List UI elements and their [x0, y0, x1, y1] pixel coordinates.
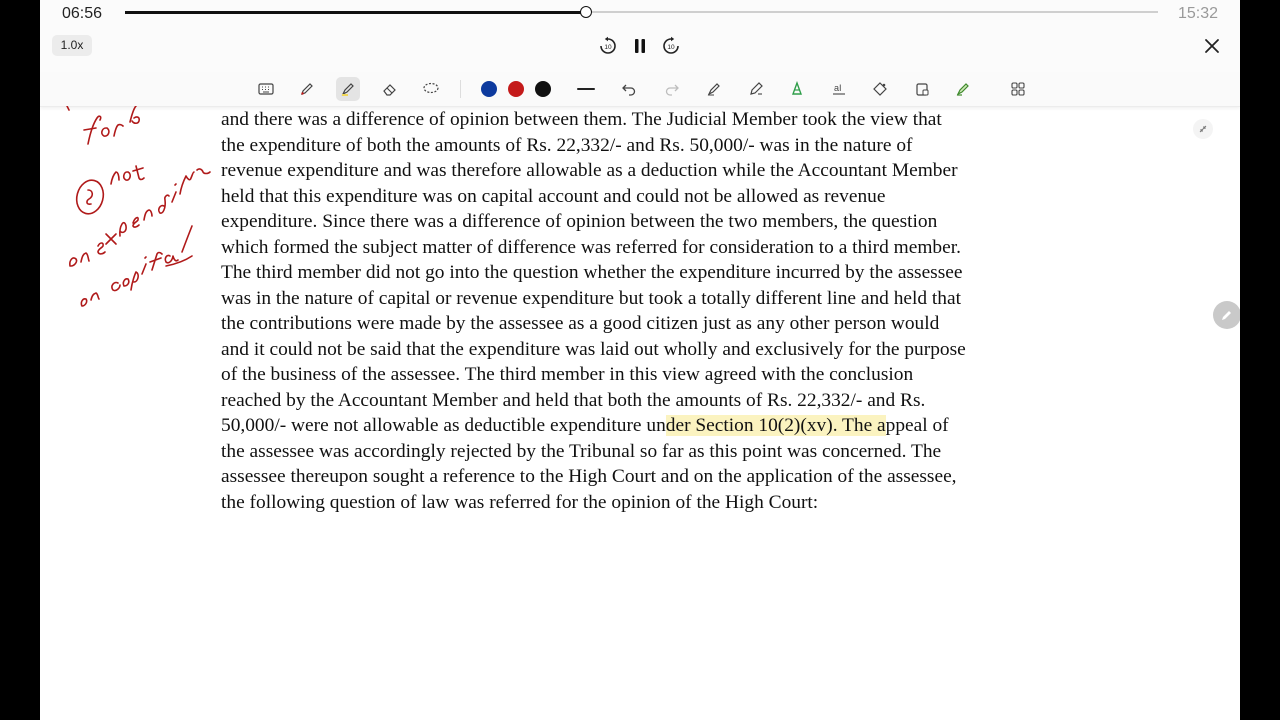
collapse-icon[interactable] — [1192, 118, 1214, 140]
text-highlight: der Section 10(2)(xv). The a — [665, 415, 886, 436]
close-icon[interactable] — [1200, 34, 1224, 58]
pen-icon[interactable] — [295, 77, 319, 101]
text-line: expenditure. Since there was a difference of opinion between the two members, the question — [221, 211, 938, 232]
text-line: held that this expenditure was on capital account and could not be allowed as revenue — [221, 185, 886, 207]
highlighter-icon[interactable] — [336, 77, 360, 101]
svg-text:aI: aI — [834, 83, 842, 93]
current-time: 06:56 — [62, 5, 103, 22]
lasso-icon[interactable] — [419, 77, 443, 101]
seek-bar[interactable] — [125, 11, 1158, 13]
text-line: revenue expenditure and was therefore allowable as a deduction while the Accountant Member — [221, 160, 958, 181]
svg-text:10: 10 — [667, 44, 675, 51]
text-line: assessee thereupon sought a reference to the High Court and on the application of the assessee, — [221, 466, 957, 487]
text-line: of the business of the assessee. The third member in this view agreed with the conclusion — [221, 364, 914, 385]
color-red-swatch[interactable] — [508, 81, 524, 97]
text-line: reached by the Accountant Member and held that both the amounts of Rs. 22,332/- and Rs. — [221, 389, 926, 411]
text-line: the contributions were made by the assessee as a good citizen just as any other person would — [221, 313, 940, 334]
annotation-toolbar — [40, 72, 1240, 107]
fill-icon[interactable] — [868, 77, 892, 101]
marker-green-icon[interactable] — [785, 77, 809, 101]
redo-icon[interactable] — [660, 77, 684, 101]
color-blue-swatch[interactable] — [481, 81, 497, 97]
text-line: was in the nature of capital or revenue expenditure but took a totally different line and held that — [221, 287, 961, 309]
shape-pen-icon[interactable] — [702, 77, 726, 101]
seek-progress — [125, 11, 586, 14]
forward-10-icon[interactable] — [659, 34, 683, 58]
shape-icon[interactable] — [744, 77, 768, 101]
document-page[interactable] — [40, 106, 1240, 720]
ink-to-text-icon[interactable] — [827, 77, 851, 101]
text-line: and there was a difference of opinion between them. The Judicial Member took the view that — [221, 109, 942, 130]
text-line-highlighted — [221, 413, 1077, 439]
edit-pencil-icon[interactable] — [1213, 301, 1240, 329]
undo-icon[interactable] — [617, 77, 641, 101]
rewind-10-icon[interactable] — [596, 34, 620, 58]
lock-icon[interactable] — [910, 77, 934, 101]
seek-thumb[interactable] — [580, 6, 592, 18]
eraser-icon[interactable] — [378, 77, 402, 101]
more-icon[interactable] — [1006, 77, 1030, 101]
viewer-screen — [40, 0, 1240, 720]
speed-button[interactable]: 1.0x — [52, 35, 92, 56]
total-time: 15:32 — [1177, 5, 1218, 22]
toolbar-divider — [460, 80, 461, 98]
text-segment: 50,000/- were not allowable as deductible expenditure un — [221, 415, 666, 436]
stroke-width-icon[interactable] — [574, 77, 598, 101]
text-line: the following question of law was referred for the opinion of the High Court: — [221, 491, 819, 513]
handwritten-annotation — [40, 106, 220, 326]
svg-text:10: 10 — [604, 44, 612, 51]
text-line: the assessee was accordingly rejected by the Tribunal so far as this point was concerned. The — [221, 440, 942, 462]
player-bar — [40, 0, 1240, 72]
text-segment: ppeal of — [885, 415, 949, 436]
text-line: which formed the subject matter of difference was referred for consideration to a third member. — [221, 236, 961, 258]
marker-icon[interactable] — [951, 77, 975, 101]
pause-icon[interactable] — [628, 34, 652, 58]
text-line: The third member did not go into the question whether the expenditure incurred by the assessee — [221, 262, 963, 283]
text-line: and it could not be said that the expenditure was laid out wholly and exclusively for the purpose — [221, 338, 966, 360]
text-line: the expenditure of both the amounts of Rs. 22,332/- and Rs. 50,000/- was in the nature of — [221, 134, 913, 156]
color-black-swatch[interactable] — [535, 81, 551, 97]
document-text — [221, 107, 1077, 515]
keyboard-icon[interactable] — [254, 77, 278, 101]
